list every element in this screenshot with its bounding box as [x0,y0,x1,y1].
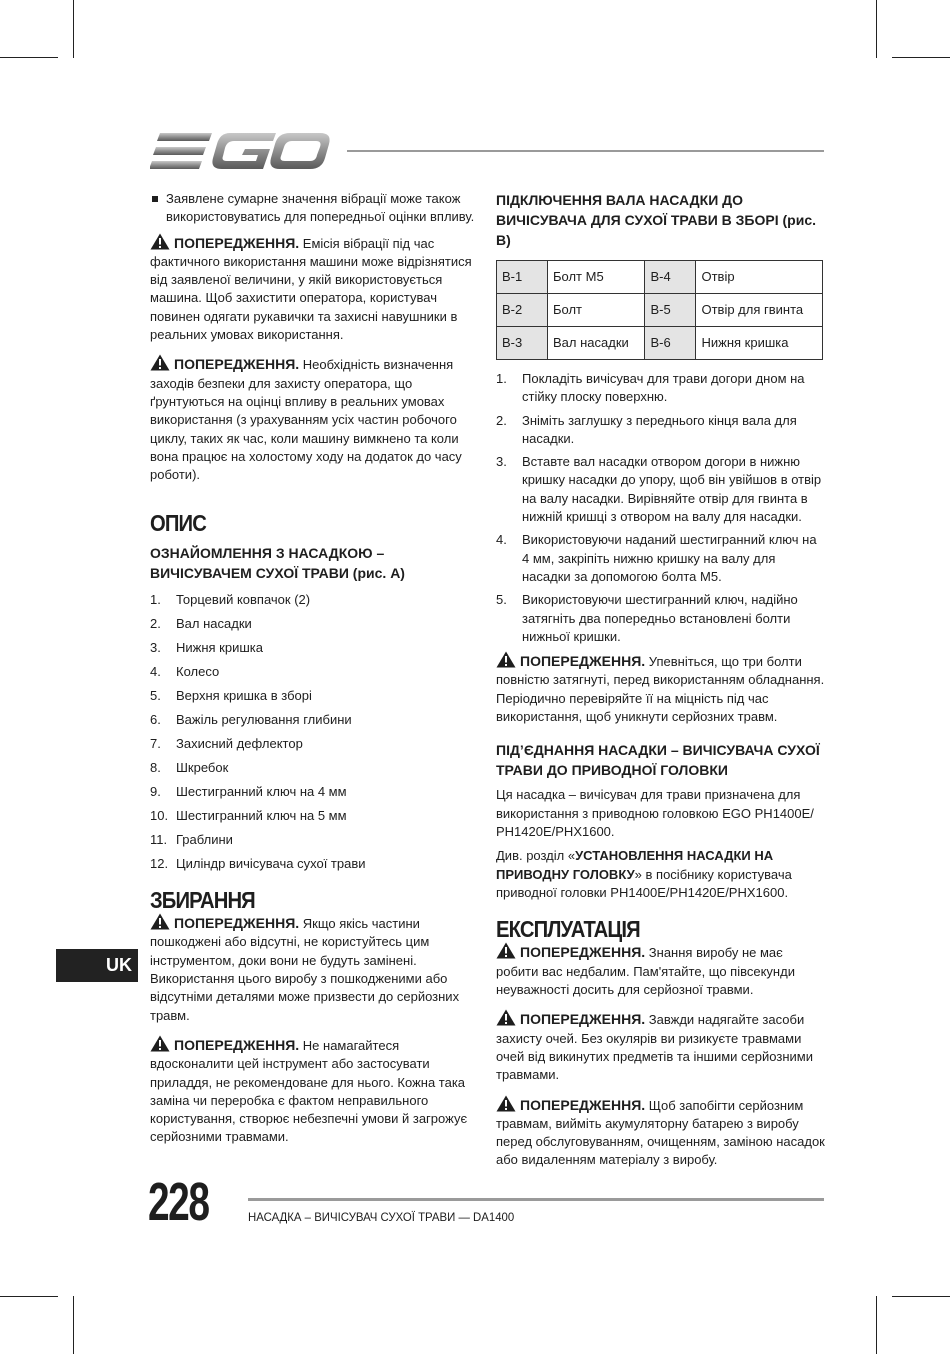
footer-title: НАСАДКА – ВИЧІСУВАЧ СУХОЇ ТРАВИ — DA1400 [248,1210,515,1224]
table-row [497,327,823,360]
bullet-text: Заявлене сумарне значення вібрації може також використовуватись для попередньої оцінки впливу. [166,191,475,225]
warning-label: ПОПЕРЕДЖЕННЯ. [520,1096,646,1113]
subsection-title-overview: ОЗНАЙОМЛЕННЯ З НАСАДКОЮ – ВИЧІСУВАЧЕМ СУХОЇ ТРАВИ (рис. A) [150,544,405,581]
warning-label: ПОПЕРЕДЖЕННЯ. [174,1036,300,1053]
table-cell: B-6 [645,327,696,360]
warning-text: Щоб запобігти серйозним травмам, вийміть акумуляторну батарею з виробу перед обслуговуванням, очищенням, заміною насадок або видаленням матеріалу з виробу. [496,1097,825,1168]
warning-label: ПОПЕРЕДЖЕННЯ. [174,356,300,373]
warning-paragraph [150,913,480,1025]
page-number: 228 [148,1172,209,1232]
language-tab: UK [56,949,138,982]
table-cell: Болт M5 [548,261,645,294]
parts-table [496,260,823,360]
square-bullet-icon [152,196,158,202]
crop-mark [73,0,74,58]
warning-triangle-icon [496,1009,516,1026]
section-title-description: ОПИС [150,510,206,537]
ego-logo [150,130,332,177]
list-item: 9. Шестигранний ключ на 4 мм [150,783,347,799]
warning-paragraph [150,354,480,484]
footer-rule [248,1198,824,1201]
table-cell: Нижня кришка [696,327,823,360]
bullet-item [150,190,480,227]
warning-triangle-icon [150,233,170,250]
crop-mark [73,1296,74,1354]
attach-paragraph: Ця насадка – вичісувач для трави призначена для використання з приводною головкою EGO PH1400E/ PH1420E/PHX1600. [496,787,814,839]
section-title-operation: ЕКСПЛУАТАЦІЯ [496,916,640,943]
crop-mark [876,0,877,58]
list-item: 3. Нижня кришка [150,639,263,655]
steps-list [496,370,826,646]
parts-list [150,591,480,873]
warning-triangle-icon [150,354,170,371]
table-cell: B-2 [497,294,548,327]
list-item: 2. Зніміть заглушку з переднього кінця вала для насадки. [496,412,797,446]
list-item: 11. Граблини [150,831,233,847]
crop-mark [892,1296,950,1297]
right-column [496,190,826,1176]
subsection-title-connect: ПІДКЛЮЧЕННЯ ВАЛА НАСАДКИ ДО ВИЧІСУВАЧА ДЛЯ СУХОЇ ТРАВИ В ЗБОРІ (рис. B) [496,192,816,248]
table-cell: B-3 [497,327,548,360]
list-item: 1. Покладіть вичісувач для трави догори дном на стійку плоску поверхню. [496,371,805,405]
crop-mark [892,57,950,58]
warning-text: Завжди надягайте засоби захисту очей. Без окулярів ви ризикуєте травмами очей від викинутих предметів та іншими серйозними травмами. [496,1012,813,1083]
warning-triangle-icon [496,942,516,959]
table-cell: Отвір для гвинта [696,294,823,327]
list-item: 7. Захисний дефлектор [150,735,303,751]
warning-triangle-icon [150,913,170,930]
warning-label: ПОПЕРЕДЖЕННЯ. [520,1011,646,1028]
list-item: 5. Верхня кришка в зборі [150,687,312,703]
list-item: 10. Шестигранний ключ на 5 мм [150,807,347,823]
crop-mark [0,1296,58,1297]
header-rule [347,150,824,152]
warning-label: ПОПЕРЕДЖЕННЯ. [174,915,300,932]
warning-paragraph [496,1095,826,1170]
section-title-assembly: ЗБИРАННЯ [150,886,255,913]
table-cell: B-5 [645,294,696,327]
table-cell: B-4 [645,261,696,294]
crop-mark [0,57,58,58]
list-item: 5. Використовуючи шестигранний ключ, надійно затягніть два попередньо встановлені болти нижньої кришки. [496,592,798,644]
list-item: 4. Використовуючи наданий шестигранний ключ на 4 мм, закріпіть нижню кришку на валу для насадки за допомогою болта M5. [496,532,817,584]
table-cell: Вал насадки [548,327,645,360]
crop-mark [876,1296,877,1354]
warning-text: Знання виробу не має робити вас недбалим. Пам'ятайте, що півсекунди неуважності досить для серйозної травми. [496,945,795,998]
warning-text: Емісія вібрації під час фактичного використання машини може відрізнятися від заявленої величини, у якій використовується машина. Щоб захистити оператора, користувач повинен одягати рукавички та захисні навушники в реальних умовах використання. [150,235,472,343]
warning-paragraph [496,651,826,726]
table-cell: Отвір [696,261,823,294]
warning-text: Не намагайтеся вдосконалити цей інструмент або застосувати приладдя, не рекомендоване для нього. Кожна така заміна чи переробка є фактом неправильного користування, створює небезпечні умови й загрожує серйозними травмами. [150,1037,468,1145]
list-item: 1. Торцевий ковпачок (2) [150,591,311,607]
warning-label: ПОПЕРЕДЖЕННЯ. [174,234,300,251]
left-column [150,190,480,1153]
attach-reference-paragraph: Див. розділ «УСТАНОВЛЕННЯ НАСАДКИ НА ПРИВОДНУ ГОЛОВКУ» в посібнику користувача приводної головки PH1400E/PH1420E/PHX1600. [496,848,792,900]
table-row [497,294,823,327]
warning-label: ПОПЕРЕДЖЕННЯ. [520,653,646,670]
warning-text: Необхідність визначення заходів безпеки для захисту оператора, що ґрунтуються на оцінці впливу в реальних умовах використання (з урахуванням усіх частин робочого циклу, таких як час, коли машину вимкнено та коли вона працює на холостому ходу на додаток до часу роботи). [150,357,462,483]
list-item: 12. Циліндр вичісувача сухої трави [150,855,366,871]
warning-text: Упевніться, що три болти повністю затягнуті, перед використанням обладнання. Періодично перевіряйте її на міцність під час використання, щоб уникнути серйозних травм. [496,654,825,725]
warning-triangle-icon [496,1095,516,1112]
warning-triangle-icon [150,1035,170,1052]
table-cell: B-1 [497,261,548,294]
table-row [497,261,823,294]
list-item: 6. Важіль регулювання глибини [150,711,352,727]
warning-paragraph [496,942,826,999]
warning-paragraph [150,1035,480,1147]
list-item: 8. Шкребок [150,759,229,775]
warning-paragraph [150,233,480,345]
warning-triangle-icon [496,651,516,668]
list-item: 4. Колесо [150,663,220,679]
warning-label: ПОПЕРЕДЖЕННЯ. [520,944,646,961]
subsection-title-attach: ПІД’ЄДНАННЯ НАСАДКИ – ВИЧІСУВАЧА СУХОЇ ТРАВИ ДО ПРИВОДНОЇ ГОЛОВКИ [496,742,820,779]
table-cell: Болт [548,294,645,327]
list-item: 2. Вал насадки [150,615,252,631]
warning-text: Якщо якісь частини пошкоджені або відсутні, не користуйтесь цим інструментом, доки вони не будуть замінені. Використання цього виробу з пошкодженими або відсутніми деталями може призвести до серйозних травм. [150,916,460,1023]
warning-paragraph [496,1009,826,1084]
list-item: 3. Вставте вал насадки отвором догори в нижню кришку насадки до упору, щоб він увійшов в отвір на валу насадки. Вирівняйте отвір для гвинта в нижній кришці з отвором на валу для насадки. [496,454,822,525]
